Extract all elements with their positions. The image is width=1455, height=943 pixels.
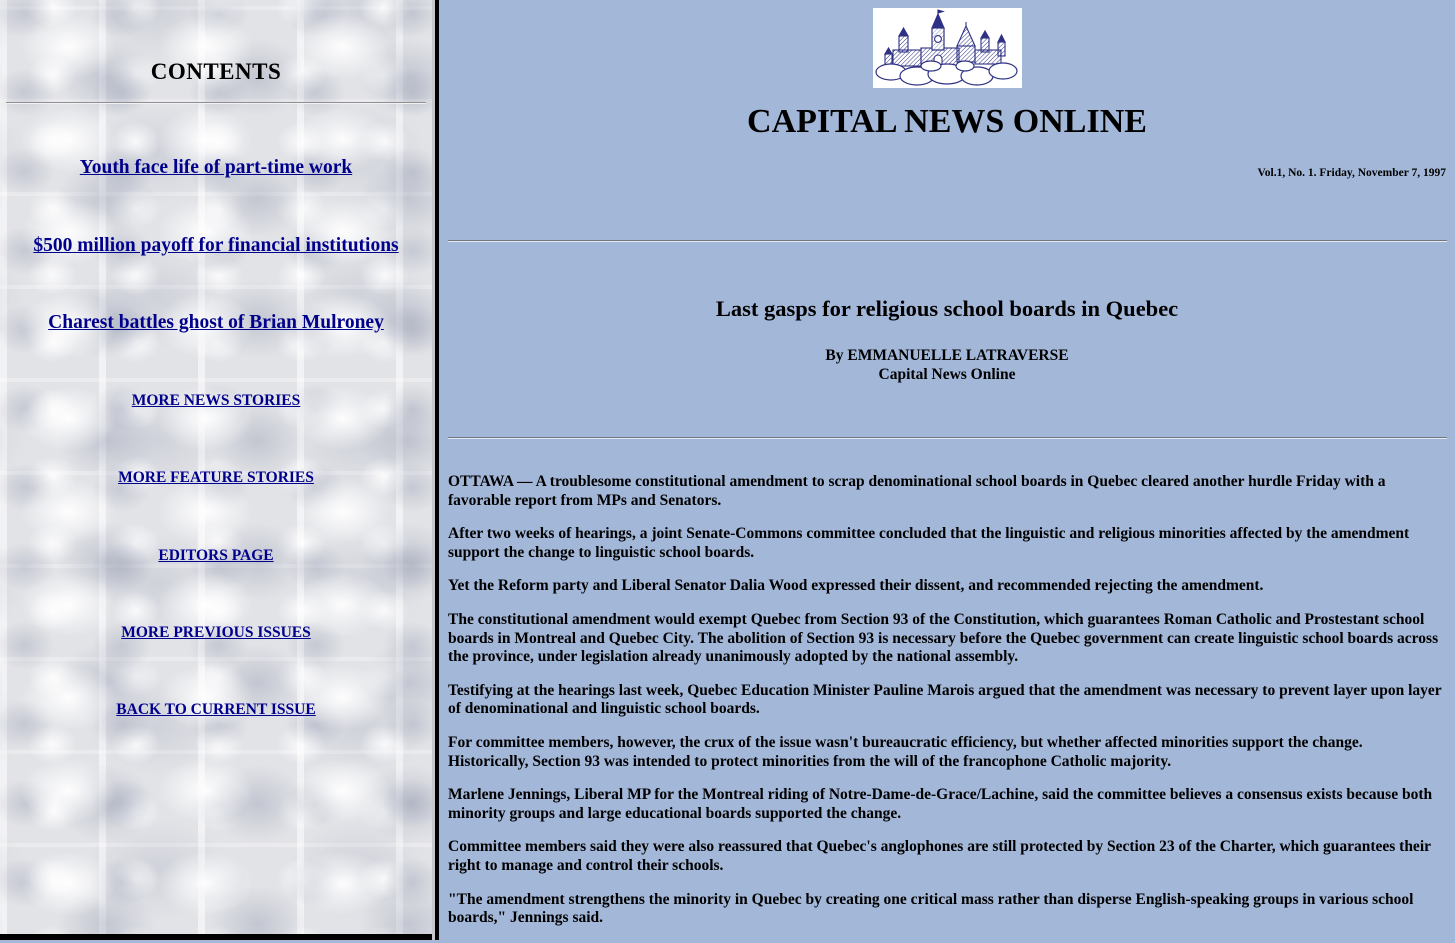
article-paragraph: Yet the Reform party and Liberal Senator Dalia Wood expressed their dissent, and recommended rejecting the amendment. — [448, 577, 1264, 595]
article-headline: Last gasps for religious school boards in Quebec — [715, 296, 1179, 321]
article-paragraph: For committee members, however, the crux of the issue wasn't bureaucratic efficiency, but whether affected minorities support the change. Historically, Section 93 was intended to protect minorities from the will of the francophone Catholic majority. — [448, 733, 1363, 770]
article-paragraph: OTTAWA — A troublesome constitutional amendment to scrap denominational school boards in Quebec cleared another hurdle Friday with a favorable report from MPs and Senators. — [448, 473, 1386, 509]
masthead-divider — [448, 240, 1447, 242]
contents-divider — [6, 102, 426, 104]
contents-sidebar — [0, 0, 432, 940]
article-paragraph: Committee members said they were also reassured that Quebec's anglophones are still protected by Section 23 of the Charter, which guarantees their right to manage and control their schools. — [448, 838, 1431, 874]
sidebar-link-editors-page[interactable]: EDITORS PAGE — [158, 547, 274, 564]
sidebar-link-previous-issues[interactable]: MORE PREVIOUS ISSUES — [121, 624, 311, 641]
article-frame — [439, 0, 1455, 940]
article-paragraph: "The amendment strengthens the minority in Quebec by creating one critical mass rather than disperse English-speaking groups in various school boards," Jennings said. — [448, 890, 1414, 927]
sidebar-bottom-border — [0, 934, 439, 940]
site-masthead-title: CAPITAL NEWS ONLINE — [747, 103, 1147, 140]
article-paragraph: Marlene Jennings, Liberal MP for the Montreal riding of Notre-Dame-de-Grace/Lachine, said the committee believes a consensus exists because both minority groups and large educational boards supported the change. — [448, 786, 1433, 822]
article-paragraph: The constitutional amendment would exempt Quebec from Section 93 of the Constitution, which guarantees Roman Catholic and Prostestant school boards in Montreal and Quebec City. The abolition of Section 93 is necessary before the Quebec government can create linguistic school boards across the province, under legislation already unanimously adopted by the national assembly. — [448, 610, 1439, 666]
sidebar-link-financial-payoff[interactable]: $500 million payoff for financial institutions — [33, 235, 399, 256]
article-byline-organization: Capital News Online — [878, 366, 1016, 383]
article-byline: By EMMANUELLE LATRAVERSE — [825, 347, 1069, 364]
parliament-buildings-icon — [873, 8, 1022, 88]
sidebar-link-current-issue[interactable]: BACK TO CURRENT ISSUE — [116, 701, 316, 718]
article-paragraph: Testifying at the hearings last week, Quebec Education Minister Pauline Marois argued that the amendment was necessary to prevent layer upon layer of denominational and linguistic school boards. — [448, 681, 1442, 718]
article-paragraph: After two weeks of hearings, a joint Senate-Commons committee concluded that the linguistic and religious minorities affected by the amendment support the change to linguistic school boards. — [448, 525, 1410, 561]
sidebar-link-youth-work[interactable]: Youth face life of part-time work — [79, 157, 353, 178]
contents-heading: CONTENTS — [150, 59, 282, 84]
issue-volume-date: Vol.1, No. 1. Friday, November 7, 1997 — [1257, 167, 1446, 179]
article-body — [448, 473, 1446, 943]
sidebar-link-charest-mulroney[interactable]: Charest battles ghost of Brian Mulroney — [48, 312, 384, 333]
parliament-logo — [873, 8, 1022, 88]
sidebar-link-more-news[interactable]: MORE NEWS STORIES — [131, 392, 301, 409]
sidebar-link-more-features[interactable]: MORE FEATURE STORIES — [118, 469, 314, 486]
headline-divider — [448, 437, 1447, 439]
